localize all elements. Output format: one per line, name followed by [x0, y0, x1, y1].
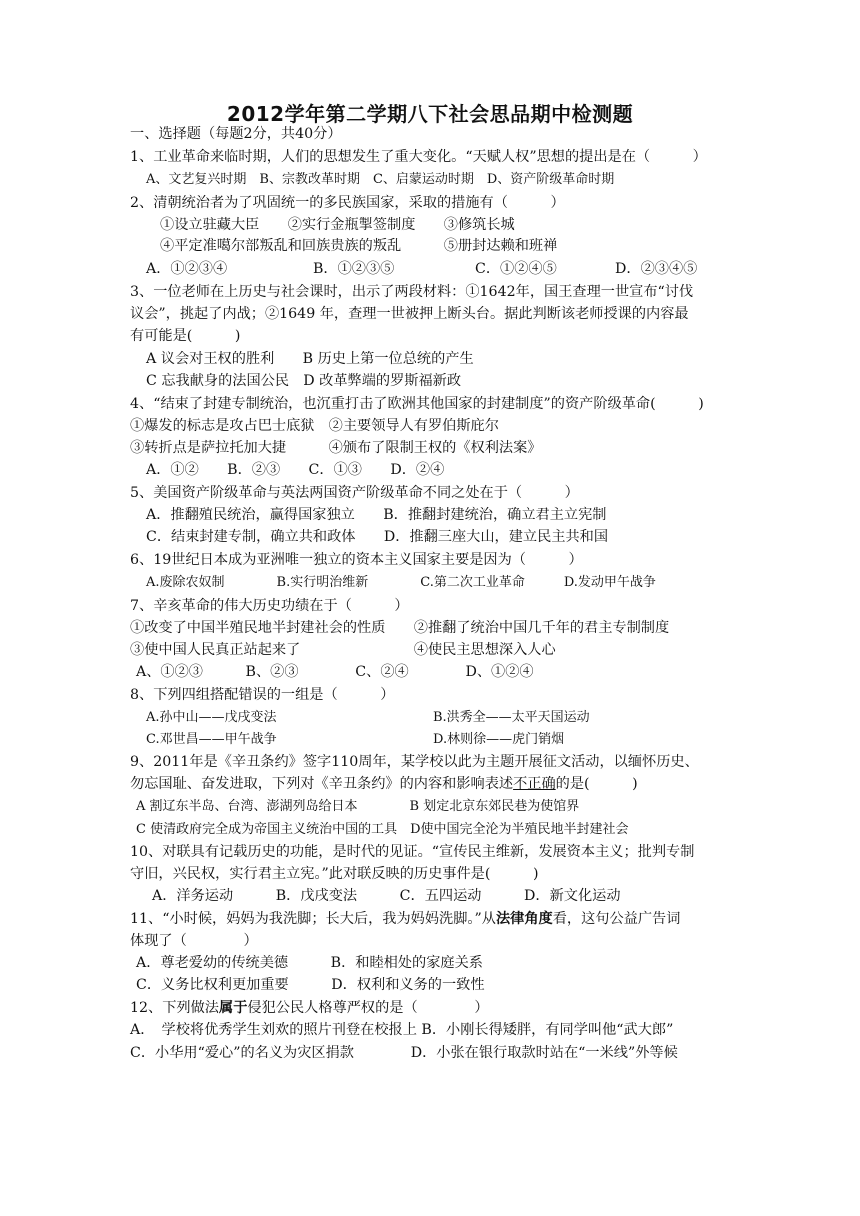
q12-stem: 12、下列做法属于侵犯公民人格尊严权的是（ ） — [130, 1000, 489, 1016]
q4-item-line2: ③转折点是萨拉托加大捷 ④颁布了限制王权的《权利法案》 — [130, 440, 542, 456]
q7-stem: 7、辛亥革命的伟大历史功绩在于（ ） — [130, 598, 409, 614]
q10-options: A．洋务运动 B．戊戌变法 C．五四运动 D．新文化运动 — [152, 888, 621, 904]
q9-underlined-keyword: 不正确 — [513, 776, 556, 792]
q1-stem: 1、工业革命来临时期，人们的思想发生了重大变化。“天赋人权”思想的提出是在（ ） — [130, 149, 707, 165]
q5-stem: 5、美国资产阶级革命与英法两国资产阶级革命不同之处在于（ ） — [130, 485, 579, 501]
q9-stem-line1: 9、2011年是《辛丑条约》签字110周年，某学校以此为主题开展征文活动，以缅怀历史、 — [130, 754, 699, 770]
q2-option-a: A．①②③④ — [146, 261, 228, 277]
q3-stem-line1: 3、一位老师在上历史与社会课时，出示了两段材料：①1642年，国王查理一世宣布“讨伐 — [130, 284, 694, 300]
q4-stem: 4、“结束了封建专制统治，也沉重打击了欧洲其他国家的封建制度”的资产阶级革命( ) — [130, 396, 704, 412]
q5-options-ab: A．推翻殖民统治，赢得国家独立 B．推翻封建统治，确立君主立宪制 — [146, 507, 607, 523]
q7-options: A、①②③ B、②③ C、②④ D、①②④ — [136, 664, 534, 680]
q2-option-d: D．②③④⑤ — [615, 261, 698, 277]
q10-stem-line1: 10、对联具有记载历史的功能，是时代的见证。“宣传民主维新，发展资本主义；批判专制 — [130, 844, 695, 860]
q9-options-cd: C 使清政府完全成为帝国主义统治中国的工具 D使中国完全沦为半殖民地半封建社会 — [136, 822, 629, 837]
q9-options-ab: A 割辽东半岛、台湾、澎湖列岛给日本 B 划定北京东郊民巷为使馆界 — [136, 799, 580, 814]
q11-options-cd: C．义务比权利更加重要 D．权利和义务的一致性 — [136, 977, 485, 993]
q3-stem-line2: 议会”，挑起了内战；②1649 年，查理一世被押上断头台。据此判断该老师授课的内容最 — [130, 306, 689, 322]
q11-stem-line1: 11、“小时候，妈妈为我洗脚；长大后，我为妈妈洗脚。”从法律角度看，这句公益广告词 — [130, 911, 681, 927]
q12-options-ab: A． 学校将优秀学生刘欢的照片刊登在校报上 B．小刚长得矮胖，有同学叫他“武大郎” — [130, 1022, 674, 1038]
q11-stem-line2: 体现了（ ） — [130, 933, 258, 949]
q8-option-c: C.邓世昌——甲午战争 — [146, 732, 277, 747]
q4-options: A．①② B．②③ C．①③ D．②④ — [146, 462, 445, 478]
q6-stem: 6、19世纪日本成为亚洲唯一独立的资本主义国家主要是因为（ ） — [130, 552, 583, 568]
q2-item-line1: ①设立驻藏大臣 ②实行金瓶掣签制度 ③修筑长城 — [160, 217, 515, 233]
q2-stem: 2、清朝统治者为了巩固统一的多民族国家，采取的措施有（ ） — [130, 195, 565, 211]
q4-item-line1: ①爆发的标志是攻占巴士底狱 ②主要领导人有罗伯斯庇尔 — [130, 418, 499, 434]
q2-option-b: B．①②③⑤ — [313, 261, 395, 277]
q5-options-cd: C．结束封建专制，确立共和政体 D．推翻三座大山，建立民主共和国 — [146, 529, 609, 545]
q10-stem-line2: 守旧，兴民权，实行君主立宪。”此对联反映的历史事件是( ) — [130, 866, 539, 882]
q8-stem: 8、下列四组搭配错误的一组是（ ） — [130, 687, 395, 703]
q9-stem-line2: 勿忘国耻、奋发进取，下列对《辛丑条约》的内容和影响表述不正确的是( ) — [130, 776, 638, 792]
q8-option-d: D.林则徐——虎门销烟 — [433, 732, 565, 747]
q7-item-line1: ①改变了中国半殖民地半封建社会的性质 ②推翻了统治中国几千年的君主专制制度 — [130, 620, 670, 636]
q3-options-cd: C 忘我献身的法国公民 D 改革弊端的罗斯福新政 — [146, 373, 462, 389]
q2-option-c: C．①②④⑤ — [475, 261, 557, 277]
q7-item-line2: ③使中国人民真正站起来了 ④使民主思想深入人心 — [130, 642, 556, 658]
q2-item-line2: ④平定准噶尔部叛乱和回族贵族的叛乱 ⑤册封达赖和班禅 — [160, 238, 558, 254]
q12-options-cd: C．小华用“爱心”的名义为灾区捐款 D．小张在银行取款时站在“一米线”外等候 — [130, 1045, 678, 1061]
q11-options-ab: A．尊老爱幼的传统美德 B．和睦相处的家庭关系 — [136, 955, 483, 971]
page-title: 2012学年第二学期八下社会思品期中检测题 — [226, 102, 634, 126]
q12-bold-keyword: 属于 — [219, 1000, 248, 1016]
q6-options: A.废除农奴制 B.实行明治维新 C.第二次工业革命 D.发动甲午战争 — [146, 575, 656, 590]
q11-bold-keyword: 法律角度 — [495, 911, 553, 927]
q3-options-ab: A 议会对王权的胜利 B 历史上第一位总统的产生 — [146, 351, 474, 367]
section-heading: 一、选择题（每题2分，共40分） — [130, 126, 342, 142]
q8-option-b: B.洪秀全——太平天国运动 — [433, 710, 590, 725]
q8-option-a: A.孙中山——戊戌变法 — [146, 710, 277, 725]
q1-options: A、文艺复兴时期 B、宗教改革时期 C、启蒙运动时期 D、资产阶级革命时期 — [146, 172, 615, 187]
q3-stem-line3: 有可能是( ) — [130, 328, 241, 344]
